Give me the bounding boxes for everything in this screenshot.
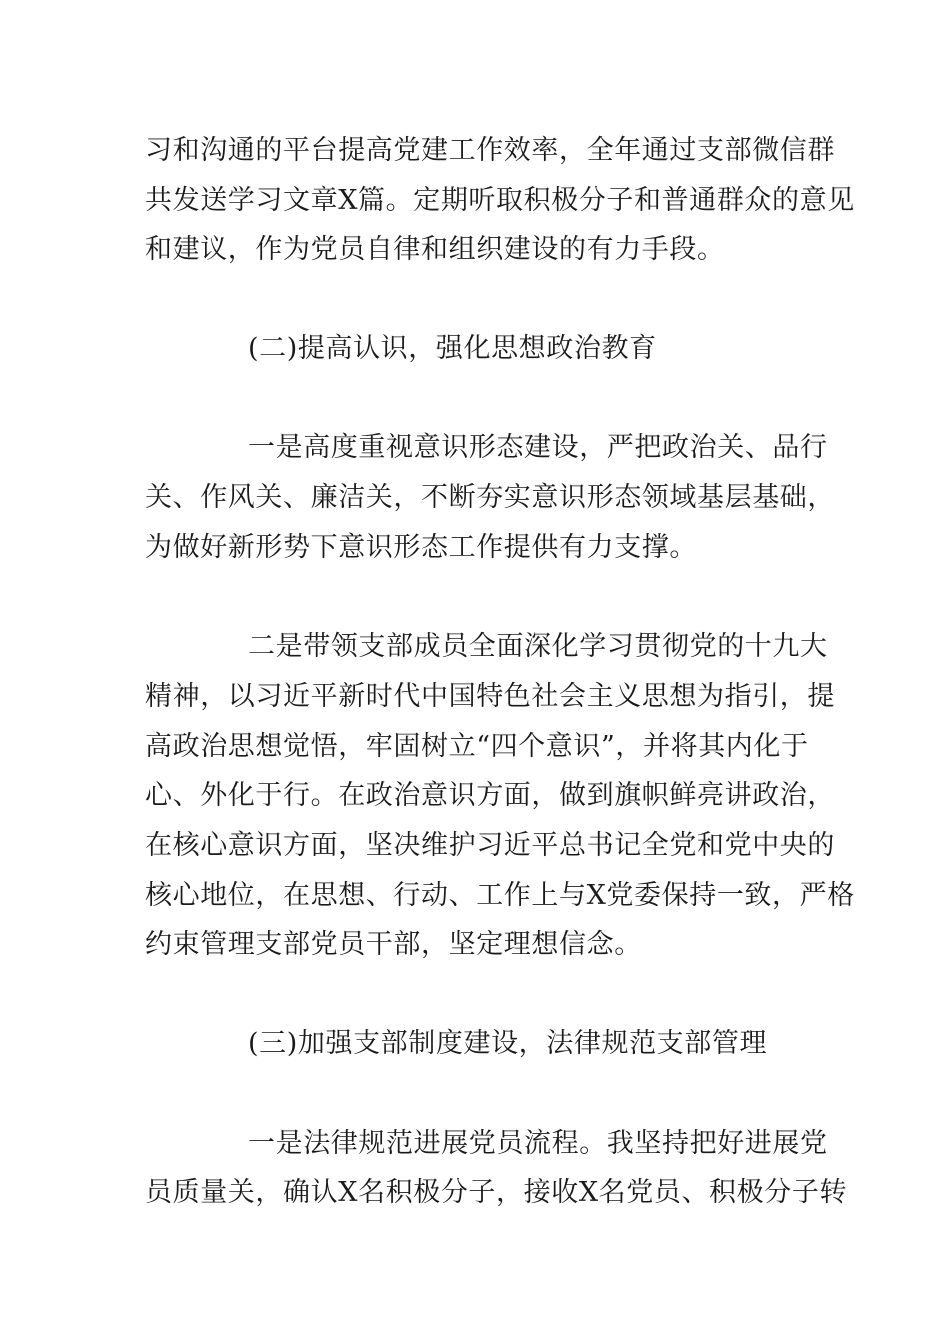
paragraph-3-line-1: 一是高度重视意识形态建设，严把政治关、品行 (248, 432, 828, 463)
paragraph-1-line-3: 和建议，作为党员自律和组织建设的有力手段。 (145, 234, 725, 265)
paragraph-4-line-5: 在核心意识方面，坚决维护习近平总书记全党和党中央的 (145, 830, 835, 861)
paragraph-1-line-2: 共发送学习文章X篇。定期听取积极分子和普通群众的意见 (145, 185, 855, 216)
paragraph-6-line-1: 一是法律规范进展党员流程。我坚持把好进展党 (248, 1128, 828, 1159)
paragraph-4-line-2: 精神，以习近平新时代中国特色社会主义思想为指引，提 (145, 681, 835, 712)
section-heading-2: (二)提高认识，强化思想政治教育 (248, 333, 657, 364)
paragraph-3-line-2: 关、作风关、廉洁关，不断夯实意识形态领域基层基础， (145, 482, 835, 513)
paragraph-3-line-3: 为做好新形势下意识形态工作提供有力支撑。 (145, 532, 697, 563)
paragraph-6-line-2: 员质量关，确认X名积极分子，接收X名党员、积极分子转 (145, 1177, 848, 1208)
paragraph-1-line-1: 习和沟通的平台提高党建工作效率，全年通过支部微信群 (145, 135, 835, 166)
paragraph-4-line-4: 心、外化于行。在政治意识方面，做到旗帜鲜亮讲政治， (145, 780, 835, 811)
section-heading-3: (三)加强支部制度建设，法律规范支部管理 (248, 1028, 768, 1059)
paragraph-4-line-1: 二是带领支部成员全面深化学习贯彻党的十九大 (248, 631, 828, 662)
paragraph-4-line-6: 核心地位，在思想、行动、工作上与X党委保持一致，严格 (145, 880, 855, 911)
paragraph-4-line-3: 高政治思想觉悟，牢固树立“四个意识”，并将其内化于 (145, 731, 809, 762)
paragraph-4-line-7: 约束管理支部党员干部，坚定理想信念。 (145, 929, 642, 960)
